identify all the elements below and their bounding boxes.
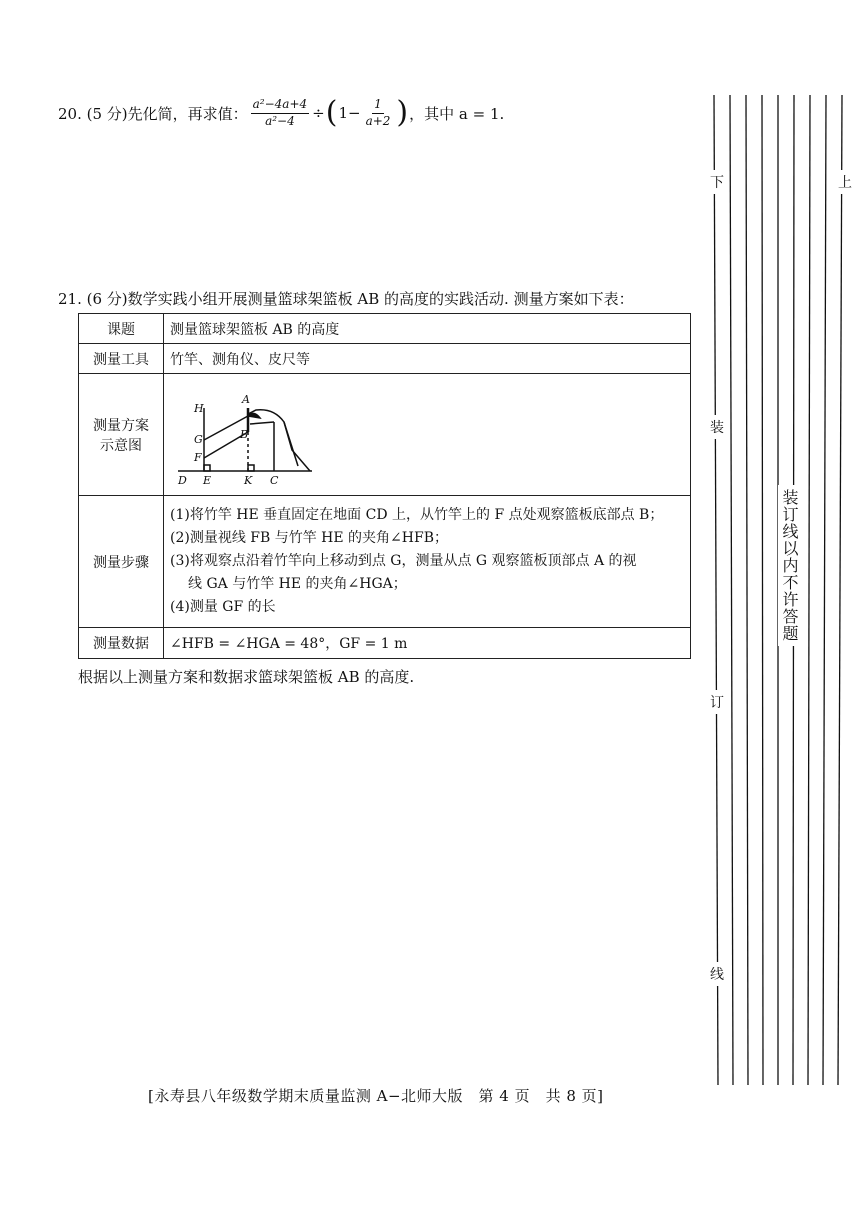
stand-arm (248, 409, 310, 470)
cell-tools-value: 竹竿、测角仪、皮尺等 (164, 344, 691, 374)
label-e: E (203, 473, 212, 487)
label-k: K (244, 473, 253, 487)
cell-steps (164, 496, 691, 628)
q21-question: 根据以上测量方案和数据求篮球架篮板 AB 的高度. (78, 668, 415, 686)
q20-suffix: ，其中 a = 1. (409, 104, 505, 123)
cell-diagram-head (79, 374, 164, 496)
stand-brace (250, 422, 274, 424)
q20-prefix: 20. (5 分)先化简，再求值： (58, 104, 248, 123)
step-2: (2)测量视线 FB 与竹竿 HE 的夹角∠HFB； (170, 530, 449, 546)
step-3-continued: 线 GA 与竹竿 HE 的夹角∠HGA； (188, 576, 407, 592)
binding-line (823, 95, 826, 1085)
binding-line (730, 95, 733, 1085)
step-3: (3)将观察点沿着竹竿向上移动到点 G，测量从点 G 观察篮板顶部点 A 的视 (170, 553, 637, 569)
table-row-data (79, 628, 691, 659)
binding-line (714, 95, 718, 1085)
basketball-stand-diagram (170, 380, 330, 490)
binding-mark-ding: 订 (710, 690, 724, 714)
diagram-head-line1: 测量方案 (93, 417, 149, 434)
cell-diagram (164, 374, 691, 496)
q20-fraction-1 (251, 98, 310, 129)
page-footer: [永寿县八年级数学期末质量监测 A−北师大版 第 4 页 共 8 页] (148, 1087, 604, 1105)
step-4: (4)测量 GF 的长 (170, 599, 276, 615)
stand-arm-inner (284, 422, 298, 466)
right-angle-mark-k (248, 465, 254, 471)
label-a: A (242, 392, 250, 406)
right-angle-mark-e (204, 465, 210, 471)
table-row-tools (79, 344, 691, 374)
left-paren: ( (325, 95, 338, 131)
right-paren: ) (396, 95, 409, 131)
binding-mark-xia: 下 (710, 170, 724, 194)
cell-topic-value: 测量篮球架篮板 AB 的高度 (164, 314, 691, 344)
binding-line (746, 95, 748, 1085)
measurement-plan-table (78, 313, 691, 659)
cell-data-value: ∠HFB = ∠HGA = 48°，GF = 1 m (164, 628, 691, 659)
binding-mark-xian: 线 (710, 962, 724, 986)
label-b: B (240, 427, 249, 441)
step-1: (1)将竹竿 HE 垂直固定在地面 CD 上，从竹竿上的 F 点处观察篮板底部点 B； (170, 507, 664, 523)
binding-mark-zhuang: 装 (710, 415, 724, 439)
label-h: H (194, 401, 204, 415)
question-20 (58, 95, 505, 131)
binding-line (762, 95, 763, 1085)
q20-fraction-2 (364, 98, 393, 129)
q20-frac2-numerator: 1 (372, 98, 384, 114)
q20-frac2-denominator: a+2 (365, 113, 391, 128)
question-21-intro: 21. (6 分)数学实践小组开展测量篮球架篮板 AB 的高度的实践活动. 测量方案如下表： (58, 290, 634, 308)
label-f: F (194, 450, 202, 464)
label-g: G (194, 432, 203, 446)
table-row-topic (79, 314, 691, 344)
binding-line (838, 95, 842, 1085)
binding-notice: 装订线以内不许答题 (778, 485, 801, 646)
diagram-head-line2: 示意图 (100, 437, 142, 454)
table-row-diagram (79, 374, 691, 496)
hoop (248, 413, 260, 418)
binding-mark-shang: 上 (838, 170, 852, 194)
q20-divide-sign: ÷ (312, 104, 325, 123)
cell-data-head: 测量数据 (79, 628, 164, 659)
label-d: D (178, 473, 187, 487)
label-c: C (270, 473, 279, 487)
q20-one-minus: 1− (338, 104, 361, 123)
cell-topic-head: 课题 (79, 314, 164, 344)
binding-line (808, 95, 810, 1085)
cell-steps-head: 测量步骤 (79, 496, 164, 628)
q20-frac1-numerator: a²−4a+4 (251, 98, 310, 114)
q20-frac1-denominator: a²−4 (265, 113, 295, 128)
table-row-steps (79, 496, 691, 628)
cell-tools-head: 测量工具 (79, 344, 164, 374)
